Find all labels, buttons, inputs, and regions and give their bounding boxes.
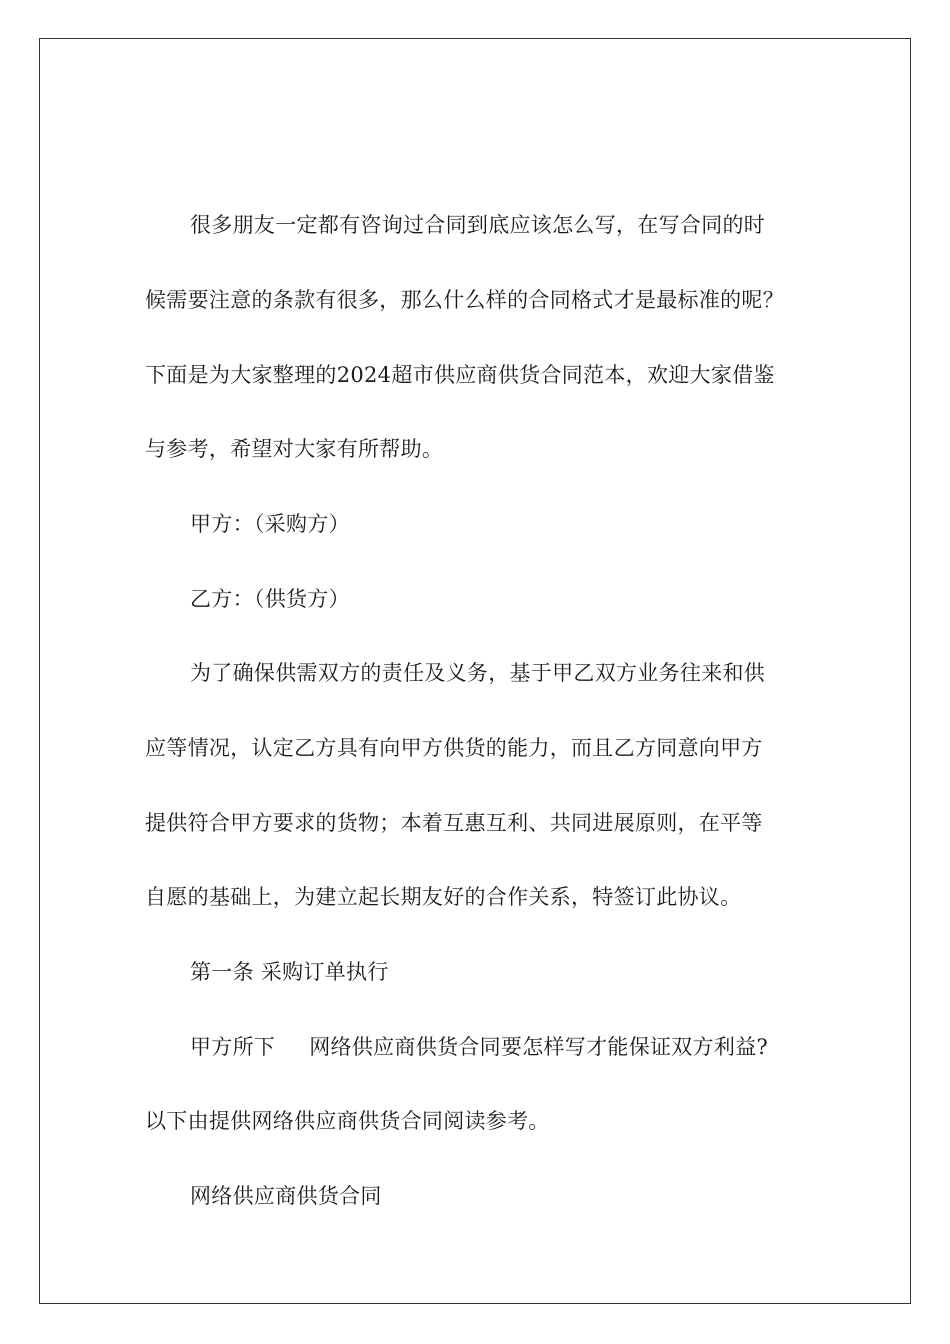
paragraph-1-line-3: 下面是为大家整理的2024超市供应商供货合同范本，欢迎大家借鉴 bbox=[145, 363, 775, 387]
article-1-mixed-line bbox=[190, 1027, 768, 1067]
paragraph-1-line-1: 很多朋友一定都有咨询过合同到底应该怎么写，在写合同的时 bbox=[190, 213, 766, 237]
paragraph-2-line-3: 提供符合甲方要求的货物；本着互惠互利、共同进展原则，在平等 bbox=[145, 811, 763, 835]
paragraph-1-line-4: 与参考，希望对大家有所帮助。 bbox=[145, 437, 444, 461]
paragraph-2-line-1: 为了确保供需双方的责任及义务，基于甲乙双方业务往来和供 bbox=[190, 661, 766, 685]
overlay-line-2: 以下由提供网络供应商供货合同阅读参考。 bbox=[145, 1109, 550, 1133]
paragraph-1-line-2: 候需要注意的条款有很多，那么什么样的合同格式才是最标准的呢？ bbox=[145, 288, 784, 312]
paragraph-2-line-2: 应等情况，认定乙方具有向甲方供货的能力，而且乙方同意向甲方 bbox=[145, 736, 763, 760]
section-title: 网络供应商供货合同 bbox=[190, 1184, 382, 1208]
party-b-line: 乙方：（供货方） bbox=[190, 587, 350, 611]
article-1-fragment: 甲方所下 bbox=[190, 1035, 276, 1059]
article-1-title: 第一条 采购订单执行 bbox=[190, 960, 389, 984]
overlay-question: 网络供应商供货合同要怎样写才能保证双方利益? bbox=[309, 1035, 769, 1059]
paragraph-2-line-4: 自愿的基础上，为建立起长期友好的合作关系，特签订此协议。 bbox=[145, 885, 742, 909]
party-a-line: 甲方：（采购方） bbox=[190, 512, 350, 536]
